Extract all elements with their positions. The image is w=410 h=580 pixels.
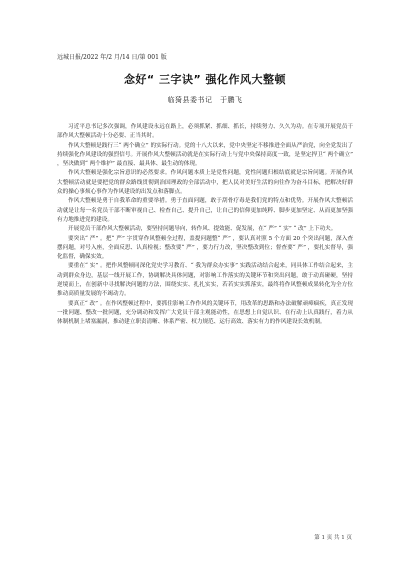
paragraph: 要真正“ 改” 。在作风整顿过程中，要抓住影响工作作风的关键环节，用改革的思路和办法破解顽瘴痼疾，真正发现一批问题、整改一批问题，充分调动和发挥广大党员干部主观能动性，在思想上自觉认识、在行动上认真践行，着力从体制机制上堵塞漏洞，推动建立职责清晰、体系严密、权力规范、运行高效、落实有力的作风建设长效机制。	[57, 300, 353, 326]
paragraph: 开展党员干部作风大整顿活动，要坚持问题导向，转作风、提效能、促发展，在“ 严” “ 实” “ 改” 上下功夫。	[68, 226, 337, 233]
article-byline: 临猗县委书记 于鹏飞	[167, 96, 243, 104]
article-body	[57, 123, 353, 328]
paragraph: 要突出“ 严” 。把“ 严” 字贯穿作风整顿全过程，盖提问题整“ 严” ，要认真对照 5 个方面 20 个突出问题，深入查摆问题，对号入座，全面反思、认真检视；整改要“ 严” ，要力行力改，坚决整改到位；督查要“ 严” ，要扎实督导，强化监督，确保实效。	[57, 235, 353, 261]
paragraph: 要重在“ 实” 。把作风整顿同深化党史学习教育、“ 我为群众办实事” 实践活动结合起来，同具体工作结合起来，主动到群众身边，基层一线开展工作，协调解决具体问题，对影响工作落实的关键环节和突出问题，敢于动真碰硬，坚持逆境而上，在创新中寻找解决问题的方法，围绕实实、扎扎实实，若若实实抓落实，最终将作风整顿成果转化为全方位推动高质量发展的不竭动力。	[57, 263, 353, 298]
paragraph: 作风大整顿是强化宗旨意识的必然要求。作风问题本质上是党性问题，党性问题归根结底就是宗旨问题。开展作风大整顿活动就是要把党的群众路线贯彻到治国理政的全部活动中，把人民对美好生活的向往作为奋斗目标，把解决好群众的操心事烦心事作为作风建设的出发点和落脚点。	[57, 170, 353, 196]
article-title: 念好“ 三字诀” 强化作风大整顿	[123, 73, 287, 86]
newspaper-masthead: 远城日报/2022 年/2 月/14 日/第 001 版	[57, 54, 167, 61]
paragraph: 习近平总书记多次强调，作风建设永远在路上，必须抓紧、抓细、抓长，持续努力、久久为功。在专项开展党员干部作风大整顿活动十分必要、正当其时。	[57, 124, 353, 140]
paragraph: 作风大整顿是践行三“ 两个确立” 的实际行动。党的十八大以来，党中央坚定不移推进全面从严治党，向全党发出了持续强化作风建设的强烈信号。开展作风大整顿活动就是在实际行动上与党中央保持高度一致，是坚定捍卫“ 两个确立” ，坚决做到“ 两个维护” 最直接、最具体、最生动的体现。	[57, 142, 353, 168]
page-number: 第 1 页 共 1 页	[314, 535, 352, 541]
paragraph: 作风大整顿是勇于自我革命的重要举措。勇于直面问题，敢于刮骨疗毒是我们党的特点和优势。开展作风大整顿活动就是让每一名党员干部不断审视自己、检查自己、提升自己，让自己的信仰更加纯粹、脚步更加坚定、从而更加坚强有力地推进党的建设。	[57, 198, 353, 223]
